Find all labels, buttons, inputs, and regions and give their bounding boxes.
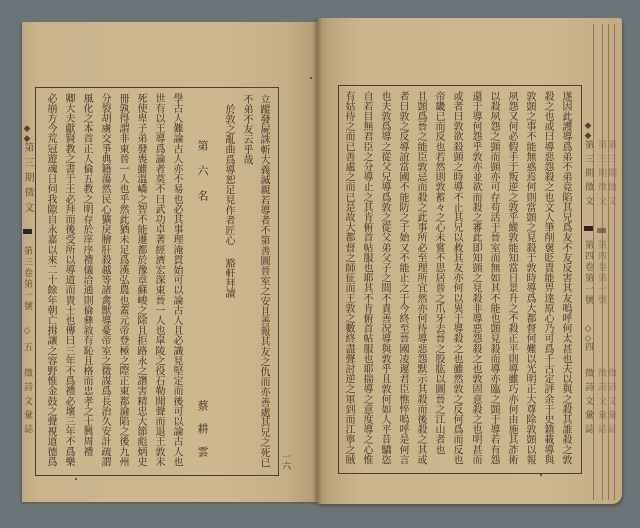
- essay-column: 卿大夫獻賢教之書于王必拜而後受所以導道而貴士也傳曰三年不爲禮必壞三年不爲樂: [63, 93, 74, 467]
- edge-title-underleaf: 第三期徵文: [606, 140, 616, 210]
- edge-publication: 徵詩文彙誌: [583, 368, 593, 438]
- edge-separator: ◇◇: [583, 324, 593, 344]
- page-number: 一六: [280, 452, 290, 470]
- essay-column: 殺之也或曰導惡怨殺之也文人筆削褒貶貴能畀達原心乃可爲千古定評余于史籍載導與: [542, 91, 553, 465]
- previous-entry-comment: 於敦之亂曲爲導恕足見作者匠心: [223, 104, 234, 246]
- edge-marker-underleaf: [597, 228, 606, 233]
- essay-column: 有姑待之而已善處之而已是故大都督之師征而王敦之數終盡聲討逆之軍到而江寧之賊: [343, 91, 354, 465]
- essay-column: 以殺夙怨之顗而顗亦可存苟活于晉室而無如其不能也顗見殺而導亦臨之顗于導若有怨: [488, 91, 499, 465]
- book-gutter: [312, 18, 322, 506]
- essay-column: 學古人難論古人亦不易也必其事理淹貫始可以論古人且必識見堅定而後可以論古人也: [171, 93, 182, 467]
- edge-publication-underleaf: 徵詩文彙誌: [596, 368, 606, 438]
- essay-column: 遂因此護導爲弟不弟竟陷其兄爲友不友反害其友嗚呼何太甚也夫以與之殺其誰殺之敦: [560, 91, 571, 465]
- paper-speck: [75, 478, 77, 480]
- essay-column: 帝畿已而反也若然則敦蓄々之心未嘗不思居晉之爪牙去晉之股肱以圖晉之江山者也: [433, 91, 444, 455]
- edge-publication-underleaf: 徵詩文彙誌: [606, 368, 616, 438]
- spine-separator: ◇: [22, 326, 32, 336]
- entry-rank: 第六名: [196, 140, 209, 215]
- spine-issue: 第三卷第一號: [22, 246, 32, 312]
- spine-marker: [23, 229, 32, 234]
- essay-column: 世有以王導爲論者莫不曰武功卓著經濟宏深東晉一人也皐陵之役石勒聞聲而退王敦未: [153, 93, 164, 467]
- edge-ornament: ◆◆: [583, 121, 593, 141]
- entry-author: 蔡耕雲: [196, 400, 209, 469]
- essay-column: 分裂胡虜交爭典籍蕩然民心獷戾膾肝殺越等諸禽獸導憂帝室之微謀爲長治久安計疏謂: [99, 93, 110, 467]
- essay-column: 且顗爲晉之能臣敦忌而殺之此事所必至理所宜然亦何待導惡怨默示其殺而後殺之其或: [415, 91, 426, 465]
- edge-page: 四: [583, 342, 593, 351]
- edge-marker: [584, 226, 593, 231]
- leaf-edge: [593, 24, 594, 500]
- essay-column: 死使卑子弟發喪雖溫嶠之智不能遷都於豫章蘇峻之除且拒路永之譖害精忠大節彪炳史: [135, 93, 146, 467]
- essay-column: 或者曰敦欲殺顗之時導不止其兄以救其友亦何以異于導殺之也雖然敦之反何爲而反也: [451, 91, 462, 465]
- essay-column: 敦顗之事不能無惑焉何則當顗之見殺于敦時導爲大都督何難以光明正大尊除敦顗以報: [524, 91, 535, 465]
- essay-column: 風化之本首正人倫五教之明存於庠序禮儀洽通則倫彝敘有恥且格而忠孝之士興周禮: [81, 93, 92, 457]
- essay-column: 夙怨又何必假手于叛逆之敦乎縱敦能知當日景升之不殺正平則導雖巧亦何由施其詐術: [506, 91, 517, 465]
- spine-page: 五: [22, 342, 32, 351]
- spine-ornament: ◆◆: [22, 124, 32, 144]
- edge-title-underleaf: 第三期徵文: [596, 140, 606, 210]
- spine-publication: 徵詩文彙誌: [22, 368, 32, 438]
- essay-column: 冊孰得謂非東晉一人也乎然此猶未足爲漢弘農也蓋元帝登極之際正東都淪陷之後九州: [117, 93, 128, 467]
- previous-entry-commenter: 豁軒拜讀: [223, 258, 234, 299]
- edge-title: 第三期徵文: [583, 140, 593, 210]
- paper-speck: [540, 474, 542, 476]
- essay-column: 自若目無君臣之分導止之其肯俯首帖服也耶其不肯俯首帖服也耶揣導之意度導之心惟: [361, 91, 372, 465]
- previous-entry-closing-line-2: 不弟不友云乎哉: [241, 94, 252, 165]
- edge-issue-underleaf: 第四卷第一號: [596, 240, 606, 306]
- paper-speck: [310, 77, 312, 79]
- edge-issue: 第四卷第一號: [583, 240, 593, 306]
- previous-entry-closing-line: 立蹤發屍誅斬大義滅親若導者不第善圖晉室之安且善報其友之仇而亦善處其兄之死已: [258, 94, 269, 468]
- spine-title: 第三期徵文: [22, 142, 33, 217]
- essay-column: 還于導何怨乎敦亦並欲而殺之審此即知顗之見殺非導惡怨殺之也敦固意殺之也明甚而: [470, 91, 481, 465]
- essay-column: 也夫敦爲導之從父兄導爲敦之從父弟父子之間不責善况導與敦乎且敦何如人平昔驕恣: [379, 91, 390, 465]
- essay-column: 者曰敦之反導誼當國不能防之于始又不能止之于今終至晉國凌遲君臣憔悴嗚呼是何言: [397, 91, 408, 465]
- essay-column: 必崩方今荒冠遊魂日伺我隙自永嘉以來二十餘年朝亡揖讓之容野惟金鼓之聲視道德爲: [45, 93, 56, 467]
